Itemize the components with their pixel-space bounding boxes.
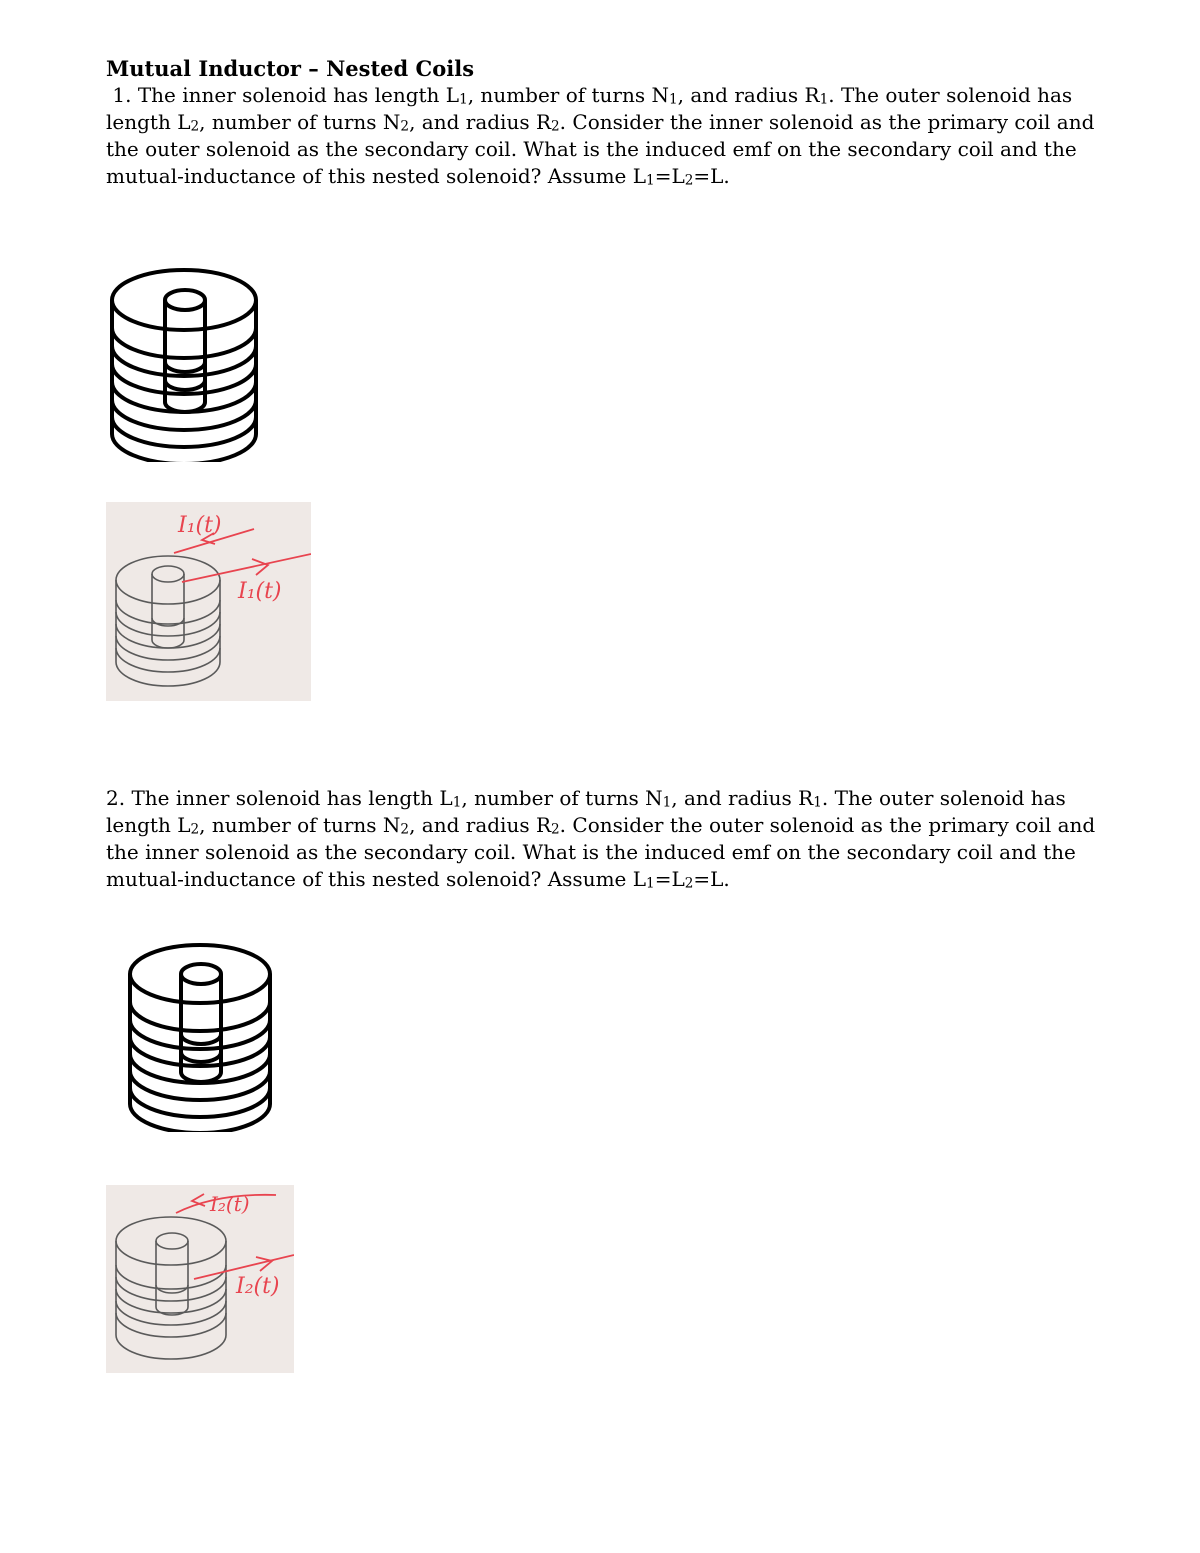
nested-solenoid-drawing-2 xyxy=(124,938,278,1132)
annotated-photo-2 xyxy=(106,1185,294,1373)
annotated-photo-1 xyxy=(106,502,311,701)
page-title: Mutual Inductor – Nested Coils xyxy=(106,56,475,81)
arrow-left-icon xyxy=(192,1194,205,1206)
problem-number: 1. xyxy=(112,83,132,107)
problem-2-text: 2. The inner solenoid has length $L_1$, number of turns $N_1$, and radius $R_1$. The outer solenoid has length $L_2$, number of turns $N_2$, and radius $R_2$. Consider the outer solenoid as the primary coil and the inner solenoid as the secondary coil. What is the induced emf on the secondary coil and the mutual-inductance of this nested solenoid? Assume $L_1=L_2=L$. xyxy=(106,786,1096,892)
solenoid-sketch-icon xyxy=(116,1217,226,1359)
current-out-wire xyxy=(182,554,311,582)
problem-number: 2. xyxy=(106,786,126,810)
solenoid-sketch-icon xyxy=(116,556,220,686)
current-label-in: I₁(t) xyxy=(178,513,222,538)
problem-1-text: 1. The inner solenoid has length $L_1$, number of turns $N_1$, and radius $R_1$. The outer solenoid has length $L_2$, number of turns $N_2$, and radius $R_2$. Consider the inner solenoid as the primary coil and the outer solenoid as the secondary coil. What is the induced emf on the secondary coil and the mutual-inductance of this nested solenoid? Assume $L_1=L_2=L$. xyxy=(106,83,1095,189)
current-label-in: I₂(t) xyxy=(210,1192,250,1216)
solenoid-icon xyxy=(106,262,266,462)
current-label-out: I₁(t) xyxy=(238,579,282,604)
current-label-out: I₂(t) xyxy=(236,1274,280,1299)
solenoid-icon xyxy=(124,938,278,1132)
nested-solenoid-drawing-1 xyxy=(106,262,266,462)
